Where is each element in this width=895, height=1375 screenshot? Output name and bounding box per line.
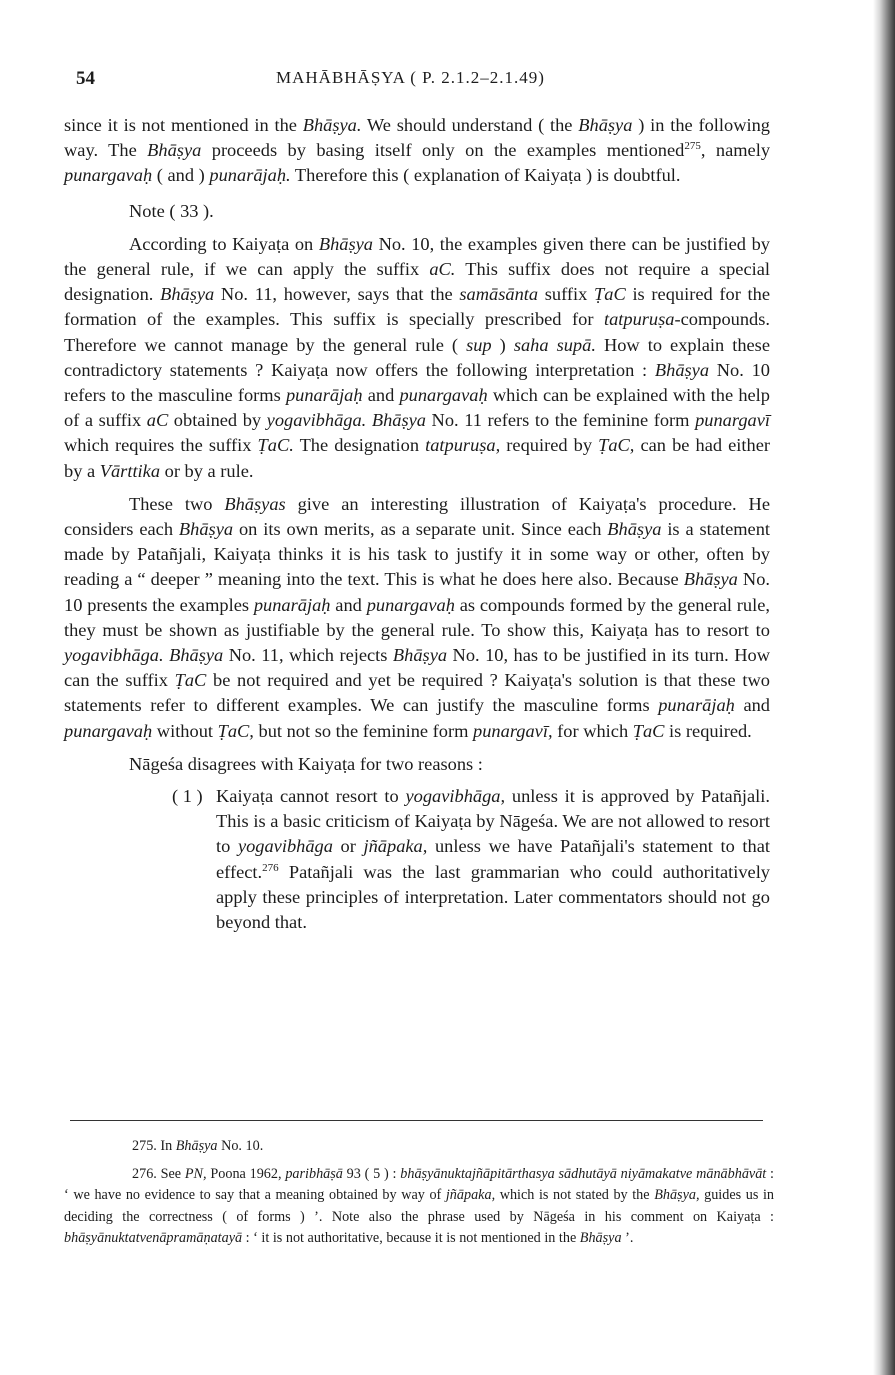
text-run: suffix <box>538 284 595 305</box>
text-run: for which <box>552 720 633 741</box>
text-run: Therefore this ( explanation of Kaiyaṭa ) is doubtful. <box>290 165 681 186</box>
text-run: No. 11, however, says that the <box>214 284 460 305</box>
italic-term: yogavibhāga, <box>405 786 506 807</box>
italic-term: punarājaḥ. <box>209 165 291 186</box>
text-run: Kaiyaṭa cannot resort to <box>216 786 406 807</box>
text-run: without <box>152 720 218 741</box>
italic-term: samāsānta <box>459 284 539 305</box>
text-run: which is not stated by the <box>495 1187 655 1203</box>
text-run: or <box>332 836 364 857</box>
text-run: This suffix does not require a special designation. <box>64 259 770 305</box>
page-number: 54 <box>76 68 95 89</box>
italic-term: Bhāṣya <box>371 410 426 431</box>
running-head: MAHĀBHĀṢYA ( P. 2.1.2–2.1.49) <box>276 68 545 87</box>
italic-term: Bhāṣyas <box>224 493 286 514</box>
body-text <box>64 113 770 935</box>
text-run: We should understand ( the <box>361 115 579 135</box>
italic-term: Bhāṣya <box>175 1138 218 1154</box>
list-number: ( 1 ) <box>172 786 203 807</box>
italic-term: punargavaḥ <box>399 385 488 406</box>
list-item-reason-1 <box>64 784 770 935</box>
text-run: obtained by <box>168 410 267 431</box>
text-run: but not so the feminine form <box>253 720 474 741</box>
page-header <box>76 68 776 98</box>
list-item-text <box>216 786 770 932</box>
text-run: Nāgeśa disagrees with Kaiyaṭa for two reasons : <box>129 753 483 774</box>
footnote-275 <box>64 1136 774 1158</box>
text-run: on its own merits, as a separate unit. Since each <box>233 519 608 540</box>
italic-term: jñāpaka, <box>445 1187 496 1203</box>
text-run: No. 10, the examples given there can be justified by the general rule, if we can apply the suffix <box>64 233 770 280</box>
text-run: can be had either by a <box>64 435 771 481</box>
footnote-ref: 276 <box>262 861 279 874</box>
text-run: which requires the suffix <box>64 435 258 456</box>
italic-term: Bhāṣya <box>178 519 234 540</box>
text-run: unless we have Patañjali's statement to that effect. <box>216 836 771 882</box>
italic-term: Bhāṣya <box>654 359 710 380</box>
footnote-divider <box>70 1120 763 1121</box>
italic-term: ṬaC, <box>598 435 635 456</box>
italic-term: punarājaḥ <box>285 385 363 406</box>
italic-term: ṬaC <box>174 670 207 691</box>
italic-term: Bhāṣya <box>392 645 448 666</box>
footnote-276 <box>64 1164 774 1250</box>
italic-term: bhāṣyānuktatvenāpramāṇatayā <box>64 1230 243 1246</box>
italic-term: punargavaḥ <box>64 165 153 186</box>
text-run: proceeds by basing itself only on the examples mentioned <box>201 140 685 161</box>
italic-term: ṬaC <box>632 720 665 741</box>
italic-term: Bhāṣya, <box>654 1187 700 1203</box>
note-heading: Note ( 33 ). <box>129 200 214 221</box>
scanned-page-edge <box>873 0 895 1375</box>
italic-term: jñāpaka, <box>363 836 428 857</box>
italic-term: Bhāṣya <box>169 645 224 666</box>
text-run: According to Kaiyaṭa on <box>129 233 319 254</box>
italic-term: tatpuruṣa, <box>425 435 501 456</box>
text-run: be not required and yet be required ? Kaiyaṭa's solution is that these two statements refer to different examples. We can justify the masculine forms <box>64 670 770 716</box>
text-run: is a statement made by Patañjali, Kaiyaṭa thinks it is his task to justify it in some way or other, often by reading a “ deeper ” meaning into the text. This is what he does here also. Because <box>64 519 771 590</box>
text-run: 275. In <box>132 1138 176 1154</box>
italic-term: saha supā. <box>513 334 596 355</box>
italic-term: aC <box>146 410 169 431</box>
text-run: Patañjali was the last grammarian who could authoritatively apply these principles of interpretation. Later commentators should not go beyond that. <box>216 861 770 933</box>
italic-term: PN, <box>184 1165 207 1182</box>
text-run: give an interesting illustration of Kaiyaṭa's procedure. He considers each <box>64 493 770 540</box>
text-run: ) in the following way. The <box>64 115 770 161</box>
text-run: and <box>734 695 770 716</box>
italic-term: Bhāṣya <box>607 519 662 540</box>
text-run: which can be explained with the help of a suffix <box>64 385 770 431</box>
text-run: No. 11, which rejects <box>223 645 393 666</box>
italic-term: Bhāṣya <box>318 233 373 254</box>
italic-term: paribhāṣā <box>285 1165 343 1182</box>
text-run: No. 10 refers to the masculine forms <box>64 359 770 406</box>
italic-term: sup <box>466 334 492 355</box>
text-run: Poona 1962, <box>206 1165 286 1182</box>
text-run: How to explain these contradictory statements ? Kaiyaṭa now offers the following interpretation : <box>64 334 771 380</box>
italic-term: bhāṣyānuktajñāpitārthasya sādhutāyā niyāmakatve mānābhāvāt <box>400 1165 767 1182</box>
italic-term: Vārttika <box>99 460 161 481</box>
italic-term: yogavibhāga. <box>64 645 164 666</box>
text-run: since it is not mentioned in the <box>64 115 303 135</box>
italic-term: ṬaC. <box>257 435 294 456</box>
text-run: -compounds. Therefore we cannot manage by the general rule ( <box>64 309 770 355</box>
text-run: No. 10. <box>217 1138 264 1154</box>
italic-term: Bhāṣya <box>683 569 738 590</box>
text-run: unless it is approved by Patañjali. This is a basic criticism of Kaiyaṭa by Nāgeśa. We are not allowed to resort to <box>216 786 770 857</box>
text-run: or by a rule. <box>160 460 254 481</box>
text-run: as compounds formed by the general rule, they must be shown as justifiable by the general rule. To show this, Kaiyaṭa has to resort to <box>64 594 770 640</box>
text-run: 276. See <box>132 1165 185 1182</box>
italic-term: punargavaḥ <box>366 594 455 615</box>
italic-term: yogavibhāga. <box>266 410 367 431</box>
text-run: No. 11 refers to the feminine form <box>425 410 696 431</box>
text-run: is required for the formation of the examples. This suffix is specially prescribed for <box>64 284 770 330</box>
text-run: ( and ) <box>152 165 210 186</box>
text-run: ’. <box>621 1230 634 1246</box>
text-run: : ‘ it is not authoritative, because it is not mentioned in the <box>242 1230 580 1246</box>
footnotes <box>64 1136 774 1250</box>
text-run: : ‘ we have no evidence to say that a meaning obtained by way of <box>64 1165 774 1203</box>
italic-term: ṬaC, <box>217 720 254 741</box>
text-run: No. 10 presents the examples <box>64 569 770 615</box>
text-run: and <box>330 594 367 615</box>
footnote-ref: 275 <box>684 140 701 153</box>
italic-term: punargavaḥ <box>64 720 153 741</box>
italic-term: punarājaḥ <box>253 594 331 615</box>
italic-term: Bhāṣya. <box>302 115 362 135</box>
italic-term: Bhāṣya <box>160 284 215 305</box>
text-run: is required. <box>664 720 752 741</box>
text-run: These two <box>129 493 225 514</box>
text-run: , namely <box>700 140 771 161</box>
italic-term: punargavī <box>695 410 770 431</box>
italic-term: Bhāṣya <box>147 140 202 161</box>
text-run: ) <box>491 334 514 355</box>
italic-term: Bhāṣya <box>579 1230 622 1246</box>
paragraph-kaiyata-procedure <box>64 492 770 744</box>
text-run: 93 ( 5 ) : <box>342 1165 401 1182</box>
italic-term: punarājaḥ <box>658 695 735 716</box>
paragraph-nagesa-disagrees <box>64 752 770 777</box>
text-run: The designation <box>293 435 426 456</box>
italic-term: aC. <box>429 259 456 280</box>
text-run: No. 10, has to be justified in its turn. How can the suffix <box>64 645 770 691</box>
paragraph-continuation <box>64 113 770 189</box>
italic-term: punargavī, <box>473 720 553 741</box>
text-run: required by <box>500 435 599 456</box>
italic-term: yogavibhāga <box>237 836 333 857</box>
italic-term: tatpuruṣa <box>603 309 675 330</box>
paragraph-kaiyata-interpretation <box>64 232 770 484</box>
text-run: and <box>362 385 400 406</box>
italic-term: Bhāṣya <box>578 115 633 135</box>
italic-term: ṬaC <box>594 284 626 305</box>
text-run: guides us in deciding the correctness ( of forms ) ’. Note also the phrase used by Nāgeśa in his comment on Kaiyaṭa : <box>64 1187 774 1225</box>
